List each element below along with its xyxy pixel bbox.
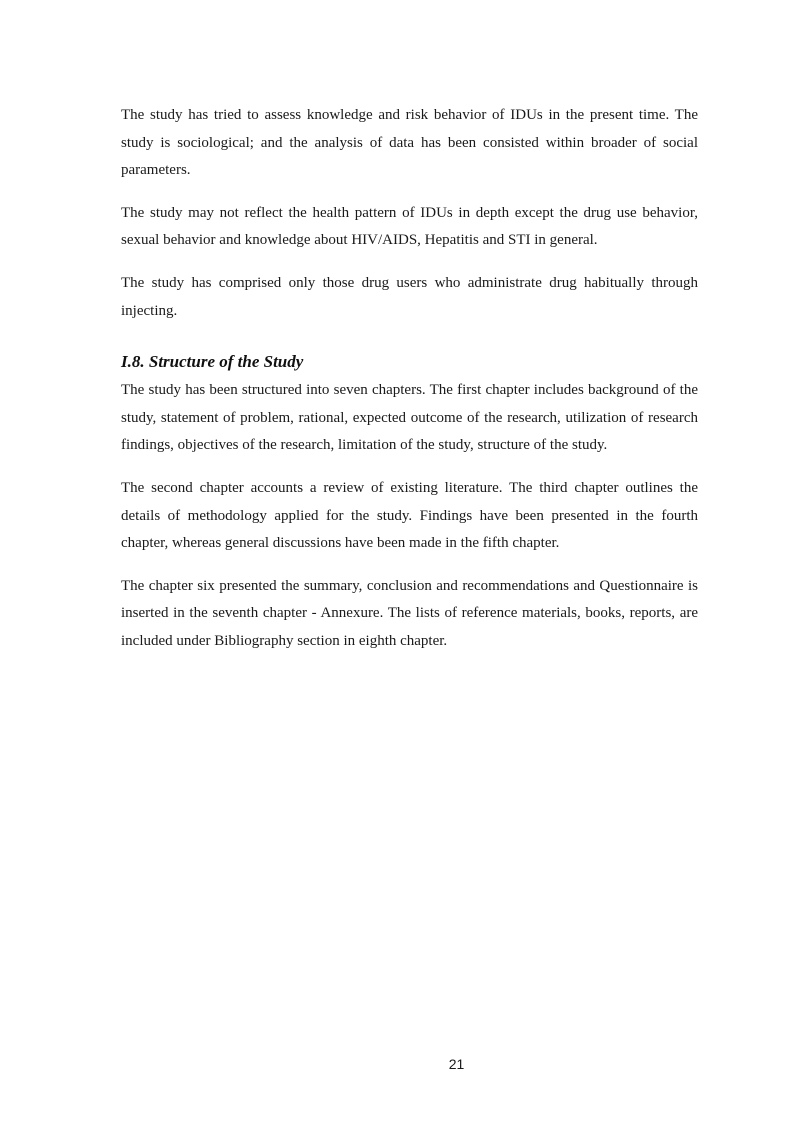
- body-paragraph: The study has been structured into seven chapters. The first chapter includes background of the study, statement of problem, rational, expected outcome of the research, utilization of research findings, objectives of the research, limitation of the study, structure of the study.: [121, 382, 698, 454]
- body-paragraph: The study has comprised only those drug users who administrate drug habitually through injecting.: [121, 274, 698, 319]
- page-number: 21: [448, 1056, 465, 1072]
- body-paragraph: The study may not reflect the health pattern of IDUs in depth except the drug use behavior, sexual behavior and knowledge about HIV/AIDS, Hepatitis and STI in general.: [121, 204, 698, 249]
- body-paragraph: The study has tried to assess knowledge and risk behavior of IDUs in the present time. The study is sociological; and the analysis of data has been consisted within broader of social parameters.: [121, 107, 698, 179]
- section-heading: I.8. Structure of the Study: [121, 352, 304, 372]
- body-paragraph: The chapter six presented the summary, conclusion and recommendations and Questionnaire is inserted in the seventh chapter - Annexure. The lists of reference materials, books, reports, are included under Bibliography section in eighth chapter.: [121, 577, 698, 649]
- body-paragraph: The second chapter accounts a review of existing literature. The third chapter outlines the details of methodology applied for the study. Findings have been presented in the fourth chapter, whereas general discussions have been made in the fifth chapter.: [121, 479, 698, 552]
- page-content: [121, 102, 698, 671]
